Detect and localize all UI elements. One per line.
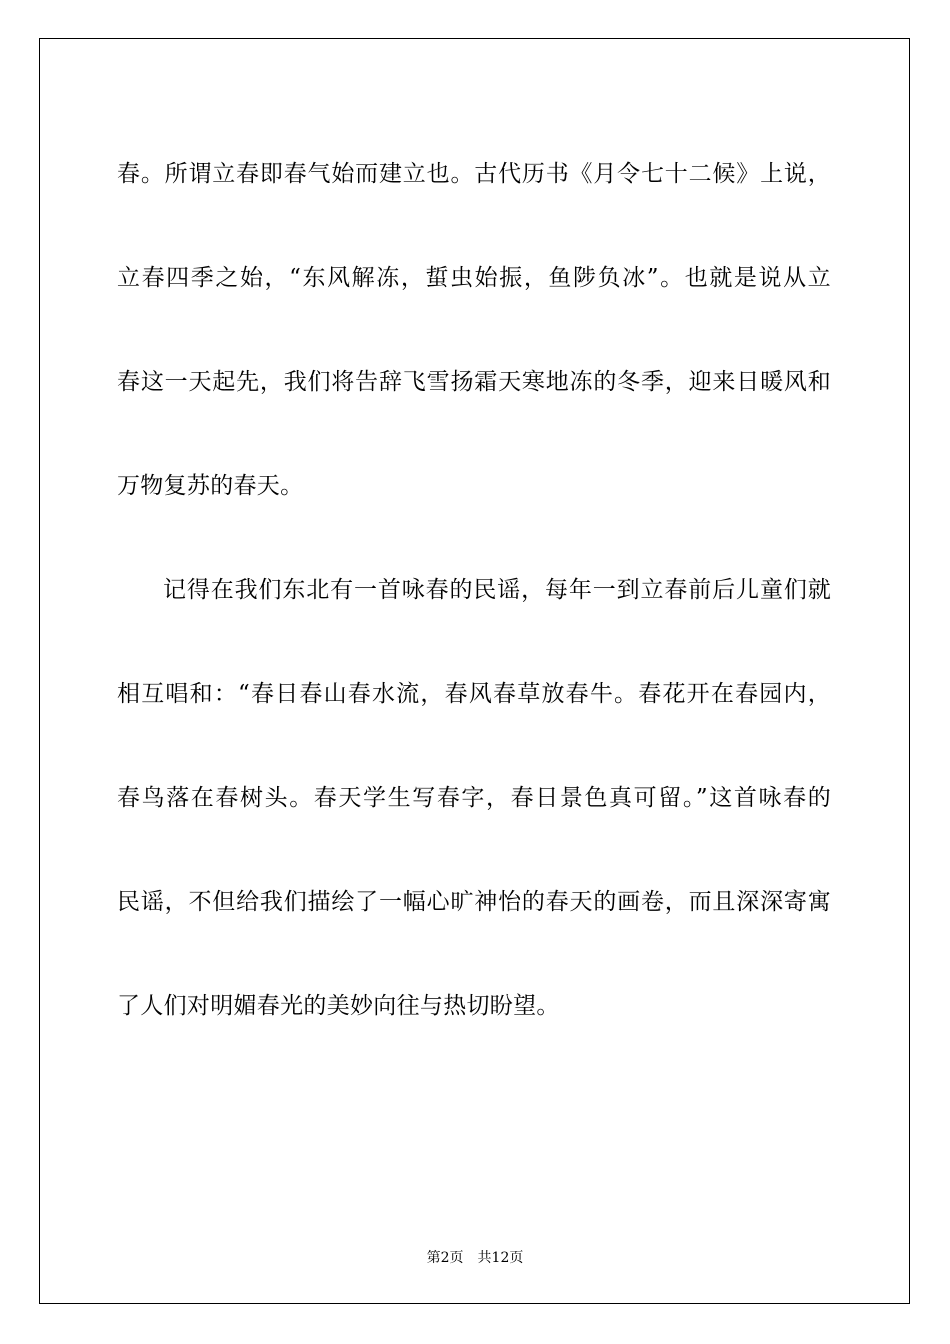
text-line: 春这一天起先，我们将告辞飞雪扬霜天寒地冻的冬季，迎来日暖风和 xyxy=(117,369,831,395)
text-line: 民谣，不但给我们描绘了一幅心旷神怡的春天的画卷，而且深深寄寓 xyxy=(117,889,831,915)
text-line: 春。所谓立春即春气始而建立也。古代历书《月令七十二候》上说， xyxy=(117,161,831,187)
text-line: 万物复苏的春天。 xyxy=(117,473,304,499)
page-footer xyxy=(0,1247,950,1267)
paragraph-1 xyxy=(117,122,831,538)
text-line: 记得在我们东北有一首咏春的民谣，每年一到立春前后儿童们就 xyxy=(163,577,831,603)
text-line: 立春四季之始，“东风解冻，蜇虫始振，鱼陟负冰”。也就是说从立 xyxy=(117,265,831,291)
page-number: 第2页 xyxy=(426,1250,464,1266)
document-body xyxy=(117,122,831,1058)
total-pages: 共12页 xyxy=(477,1250,524,1266)
text-line: 相互唱和：“春日春山春水流，春风春草放春牛。春花开在春园内， xyxy=(117,681,831,707)
paragraph-2 xyxy=(117,538,831,1058)
text-line: 了人们对明媚春光的美妙向往与热切盼望。 xyxy=(117,993,560,1019)
text-line: 春鸟落在春树头。春天学生写春字，春日景色真可留。”这首咏春的 xyxy=(117,785,831,811)
